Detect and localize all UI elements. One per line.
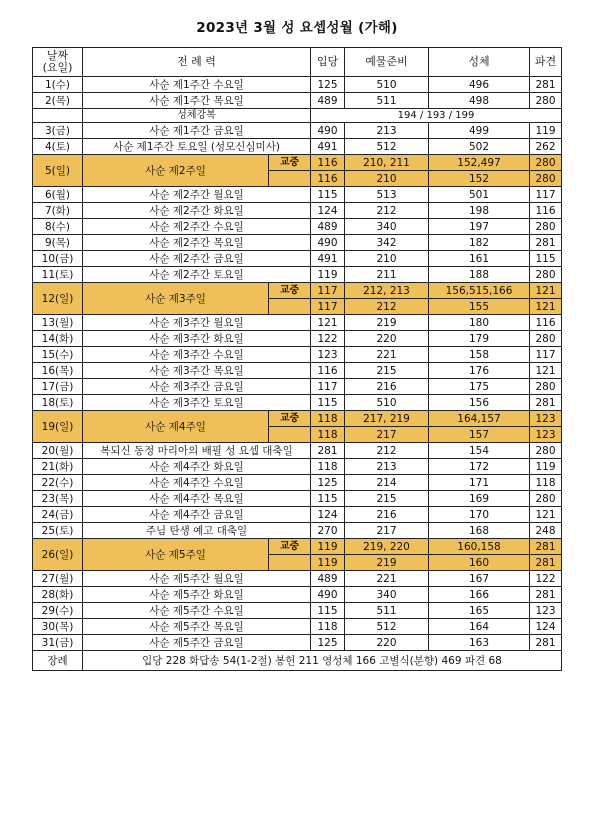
offertory-cell: 511: [345, 603, 429, 619]
communion-cell: 180: [429, 315, 530, 331]
offertory-cell: 512: [345, 619, 429, 635]
offertory-cell: 510: [345, 395, 429, 411]
dismissal-cell: 116: [530, 315, 562, 331]
date-cell: 12(일): [33, 283, 83, 315]
header-row: [33, 48, 562, 77]
benediction-label: 성체강복: [83, 109, 311, 123]
entrance-cell: 116: [311, 363, 345, 379]
offertory-cell: 220: [345, 331, 429, 347]
liturgy-cell: 사순 제4주일: [83, 411, 269, 443]
dismissal-cell: 123: [530, 427, 562, 443]
entrance-cell: 122: [311, 331, 345, 347]
offertory-cell: 215: [345, 363, 429, 379]
other-mass-tag: [269, 427, 311, 443]
communion-cell: 171: [429, 475, 530, 491]
communion-cell: 155: [429, 299, 530, 315]
offertory-cell: 340: [345, 219, 429, 235]
sunday-row: [33, 283, 562, 299]
dismissal-cell: 117: [530, 347, 562, 363]
entrance-cell: 119: [311, 267, 345, 283]
communion-cell: 172: [429, 459, 530, 475]
entrance-cell: 121: [311, 315, 345, 331]
liturgy-cell: 사순 제3주간 화요일: [83, 331, 311, 347]
offertory-cell: 213: [345, 459, 429, 475]
header-dismissal: 파견: [530, 48, 562, 77]
dismissal-cell: 280: [530, 331, 562, 347]
entrance-cell: 125: [311, 475, 345, 491]
table-row: [33, 635, 562, 651]
header-date: 날짜 (요일): [33, 48, 83, 77]
communion-cell: 154: [429, 443, 530, 459]
entrance-cell: 490: [311, 587, 345, 603]
date-cell: 25(토): [33, 523, 83, 539]
liturgy-cell: 주님 탄생 예고 대축일: [83, 523, 311, 539]
date-cell: 15(수): [33, 347, 83, 363]
table-row: [33, 603, 562, 619]
offertory-cell: 219: [345, 315, 429, 331]
table-row: [33, 475, 562, 491]
offertory-cell: 340: [345, 587, 429, 603]
dismissal-cell: 281: [530, 539, 562, 555]
offertory-cell: 215: [345, 491, 429, 507]
date-cell: 17(금): [33, 379, 83, 395]
liturgy-cell: 사순 제3주간 토요일: [83, 395, 311, 411]
liturgy-cell: 사순 제4주간 금요일: [83, 507, 311, 523]
communion-cell: 160,158: [429, 539, 530, 555]
offertory-cell: 221: [345, 571, 429, 587]
entrance-cell: 115: [311, 491, 345, 507]
table-row: [33, 93, 562, 109]
date-cell: 8(수): [33, 219, 83, 235]
dismissal-cell: 118: [530, 475, 562, 491]
liturgy-cell: 사순 제5주간 수요일: [83, 603, 311, 619]
offertory-cell: 214: [345, 475, 429, 491]
liturgy-cell: 사순 제3주간 금요일: [83, 379, 311, 395]
entrance-cell: 118: [311, 427, 345, 443]
liturgy-cell: 사순 제2주일: [83, 155, 269, 187]
liturgy-cell: 사순 제3주간 목요일: [83, 363, 311, 379]
communion-cell: 501: [429, 187, 530, 203]
communion-cell: 502: [429, 139, 530, 155]
liturgy-cell: 사순 제5주일: [83, 539, 269, 571]
offertory-cell: 210, 211: [345, 155, 429, 171]
dismissal-cell: 280: [530, 379, 562, 395]
liturgy-cell: 사순 제2주간 화요일: [83, 203, 311, 219]
offertory-cell: 219: [345, 555, 429, 571]
entrance-cell: 491: [311, 139, 345, 155]
offertory-cell: 212: [345, 299, 429, 315]
offertory-cell: 221: [345, 347, 429, 363]
date-cell: 24(금): [33, 507, 83, 523]
communion-cell: 168: [429, 523, 530, 539]
table-row: [33, 363, 562, 379]
entrance-cell: 117: [311, 379, 345, 395]
benediction-values: 194 / 193 / 199: [311, 109, 562, 123]
communion-cell: 198: [429, 203, 530, 219]
dismissal-cell: 119: [530, 459, 562, 475]
date-cell: 31(금): [33, 635, 83, 651]
entrance-cell: 490: [311, 235, 345, 251]
table-row: [33, 379, 562, 395]
dismissal-cell: 280: [530, 491, 562, 507]
offertory-cell: 342: [345, 235, 429, 251]
dismissal-cell: 281: [530, 555, 562, 571]
communion-cell: 166: [429, 587, 530, 603]
sunday-row: [33, 155, 562, 171]
dismissal-cell: 121: [530, 363, 562, 379]
offertory-cell: 217, 219: [345, 411, 429, 427]
date-cell: 26(일): [33, 539, 83, 571]
entrance-cell: 118: [311, 619, 345, 635]
communion-cell: 179: [429, 331, 530, 347]
communion-cell: 157: [429, 427, 530, 443]
entrance-cell: 124: [311, 507, 345, 523]
liturgy-cell: 사순 제4주간 화요일: [83, 459, 311, 475]
communion-cell: 163: [429, 635, 530, 651]
offertory-cell: 212: [345, 443, 429, 459]
date-cell: 23(목): [33, 491, 83, 507]
communion-cell: 164: [429, 619, 530, 635]
table-row: [33, 619, 562, 635]
dismissal-cell: 280: [530, 267, 562, 283]
offertory-cell: 216: [345, 507, 429, 523]
offertory-cell: 216: [345, 379, 429, 395]
offertory-cell: 212: [345, 203, 429, 219]
other-mass-tag: [269, 171, 311, 187]
communion-cell: 169: [429, 491, 530, 507]
date-cell: 6(월): [33, 187, 83, 203]
dismissal-cell: 115: [530, 251, 562, 267]
hymn-schedule-table: [32, 47, 562, 671]
communion-cell: 152,497: [429, 155, 530, 171]
liturgy-cell: 사순 제1주간 목요일: [83, 93, 311, 109]
dismissal-cell: 281: [530, 635, 562, 651]
header-offertory: 예물준비: [345, 48, 429, 77]
date-cell: 4(토): [33, 139, 83, 155]
sunday-row: [33, 411, 562, 427]
communion-cell: 499: [429, 123, 530, 139]
table-row: [33, 219, 562, 235]
date-cell: 3(금): [33, 123, 83, 139]
date-cell: 16(목): [33, 363, 83, 379]
table-row: [33, 571, 562, 587]
entrance-cell: 118: [311, 411, 345, 427]
communion-cell: 167: [429, 571, 530, 587]
communion-cell: 188: [429, 267, 530, 283]
entrance-cell: 115: [311, 395, 345, 411]
funeral-text: 입당 228 화답송 54(1-2절) 봉헌 211 영성체 166 고별식(분향) 469 파견 68: [83, 651, 562, 671]
entrance-cell: 116: [311, 171, 345, 187]
entrance-cell: 270: [311, 523, 345, 539]
communion-cell: 165: [429, 603, 530, 619]
header-liturgy: 전 례 력: [83, 48, 311, 77]
table-row: [33, 203, 562, 219]
table-row: [33, 139, 562, 155]
table-row: [33, 331, 562, 347]
dismissal-cell: 281: [530, 395, 562, 411]
offertory-cell: 512: [345, 139, 429, 155]
funeral-label: 장례: [33, 651, 83, 671]
table-row: [33, 77, 562, 93]
entrance-cell: 115: [311, 187, 345, 203]
date-cell: 5(일): [33, 155, 83, 187]
communion-cell: 170: [429, 507, 530, 523]
entrance-cell: 125: [311, 77, 345, 93]
date-cell: 2(목): [33, 93, 83, 109]
benediction-date-cell: [33, 109, 83, 123]
communion-cell: 156: [429, 395, 530, 411]
header-entrance: 입당: [311, 48, 345, 77]
offertory-cell: 220: [345, 635, 429, 651]
entrance-cell: 489: [311, 93, 345, 109]
entrance-cell: 116: [311, 155, 345, 171]
liturgy-cell: 복되신 동정 마리아의 배필 성 요셉 대축일: [83, 443, 311, 459]
communion-cell: 158: [429, 347, 530, 363]
table-row: [33, 491, 562, 507]
dismissal-cell: 281: [530, 235, 562, 251]
date-cell: 11(토): [33, 267, 83, 283]
entrance-cell: 117: [311, 299, 345, 315]
table-row: [33, 587, 562, 603]
main-mass-tag: 교중: [269, 539, 311, 555]
date-cell: 21(화): [33, 459, 83, 475]
other-mass-tag: [269, 555, 311, 571]
entrance-cell: 115: [311, 603, 345, 619]
entrance-cell: 119: [311, 555, 345, 571]
offertory-cell: 211: [345, 267, 429, 283]
date-cell: 13(월): [33, 315, 83, 331]
offertory-cell: 217: [345, 427, 429, 443]
offertory-cell: 212, 213: [345, 283, 429, 299]
table-row: [33, 395, 562, 411]
dismissal-cell: 121: [530, 507, 562, 523]
table-row: [33, 123, 562, 139]
communion-cell: 498: [429, 93, 530, 109]
table-row: [33, 235, 562, 251]
table-row: [33, 267, 562, 283]
dismissal-cell: 281: [530, 587, 562, 603]
communion-cell: 160: [429, 555, 530, 571]
funeral-row: [33, 651, 562, 671]
entrance-cell: 123: [311, 347, 345, 363]
entrance-cell: 489: [311, 219, 345, 235]
liturgy-cell: 사순 제4주간 목요일: [83, 491, 311, 507]
date-cell: 7(화): [33, 203, 83, 219]
dismissal-cell: 116: [530, 203, 562, 219]
offertory-cell: 213: [345, 123, 429, 139]
dismissal-cell: 117: [530, 187, 562, 203]
entrance-cell: 491: [311, 251, 345, 267]
table-row: [33, 315, 562, 331]
liturgy-cell: 사순 제2주간 금요일: [83, 251, 311, 267]
dismissal-cell: 280: [530, 219, 562, 235]
table-row: [33, 523, 562, 539]
dismissal-cell: 123: [530, 603, 562, 619]
page-title: 2023년 3월 성 요셉성월 (가해): [196, 20, 398, 36]
dismissal-cell: 248: [530, 523, 562, 539]
liturgy-cell: 사순 제3주간 수요일: [83, 347, 311, 363]
sunday-row: [33, 539, 562, 555]
dismissal-cell: 124: [530, 619, 562, 635]
main-mass-tag: 교중: [269, 411, 311, 427]
dismissal-cell: 262: [530, 139, 562, 155]
liturgy-cell: 사순 제2주간 수요일: [83, 219, 311, 235]
communion-cell: 152: [429, 171, 530, 187]
offertory-cell: 210: [345, 171, 429, 187]
table-row: [33, 507, 562, 523]
communion-cell: 175: [429, 379, 530, 395]
date-cell: 28(화): [33, 587, 83, 603]
date-cell: 9(목): [33, 235, 83, 251]
offertory-cell: 217: [345, 523, 429, 539]
offertory-cell: 511: [345, 93, 429, 109]
liturgy-cell: 사순 제5주간 목요일: [83, 619, 311, 635]
liturgy-cell: 사순 제5주간 화요일: [83, 587, 311, 603]
table-row: [33, 459, 562, 475]
table-row: [33, 443, 562, 459]
dismissal-cell: 280: [530, 93, 562, 109]
date-cell: 20(월): [33, 443, 83, 459]
communion-cell: 176: [429, 363, 530, 379]
liturgy-cell: 사순 제2주간 목요일: [83, 235, 311, 251]
liturgy-cell: 사순 제1주간 수요일: [83, 77, 311, 93]
date-cell: 30(목): [33, 619, 83, 635]
entrance-cell: 119: [311, 539, 345, 555]
liturgy-cell: 사순 제3주간 월요일: [83, 315, 311, 331]
communion-cell: 164,157: [429, 411, 530, 427]
date-cell: 19(일): [33, 411, 83, 443]
dismissal-cell: 121: [530, 283, 562, 299]
dismissal-cell: 123: [530, 411, 562, 427]
date-cell: 22(수): [33, 475, 83, 491]
table-row: [33, 347, 562, 363]
entrance-cell: 117: [311, 283, 345, 299]
date-cell: 14(화): [33, 331, 83, 347]
liturgy-cell: 사순 제5주간 금요일: [83, 635, 311, 651]
date-cell: 27(월): [33, 571, 83, 587]
dismissal-cell: 121: [530, 299, 562, 315]
communion-cell: 496: [429, 77, 530, 93]
communion-cell: 182: [429, 235, 530, 251]
entrance-cell: 489: [311, 571, 345, 587]
offertory-cell: 219, 220: [345, 539, 429, 555]
entrance-cell: 490: [311, 123, 345, 139]
liturgy-cell: 사순 제2주간 토요일: [83, 267, 311, 283]
date-cell: 18(토): [33, 395, 83, 411]
main-mass-tag: 교중: [269, 283, 311, 299]
date-cell: 1(수): [33, 77, 83, 93]
liturgy-cell: 사순 제1주간 토요일 (성모신심미사): [83, 139, 311, 155]
offertory-cell: 513: [345, 187, 429, 203]
communion-cell: 197: [429, 219, 530, 235]
communion-cell: 161: [429, 251, 530, 267]
benediction-row: [33, 109, 562, 123]
liturgy-cell: 사순 제2주간 월요일: [83, 187, 311, 203]
date-cell: 29(수): [33, 603, 83, 619]
communion-cell: 156,515,166: [429, 283, 530, 299]
dismissal-cell: 119: [530, 123, 562, 139]
dismissal-cell: 280: [530, 171, 562, 187]
dismissal-cell: 280: [530, 443, 562, 459]
entrance-cell: 118: [311, 459, 345, 475]
liturgy-cell: 사순 제1주간 금요일: [83, 123, 311, 139]
entrance-cell: 125: [311, 635, 345, 651]
entrance-cell: 281: [311, 443, 345, 459]
dismissal-cell: 280: [530, 155, 562, 171]
dismissal-cell: 281: [530, 77, 562, 93]
date-cell: 10(금): [33, 251, 83, 267]
other-mass-tag: [269, 299, 311, 315]
offertory-cell: 510: [345, 77, 429, 93]
header-communion: 성체: [429, 48, 530, 77]
liturgy-cell: 사순 제3주일: [83, 283, 269, 315]
liturgy-cell: 사순 제4주간 수요일: [83, 475, 311, 491]
dismissal-cell: 122: [530, 571, 562, 587]
liturgy-cell: 사순 제5주간 월요일: [83, 571, 311, 587]
main-mass-tag: 교중: [269, 155, 311, 171]
offertory-cell: 210: [345, 251, 429, 267]
table-row: [33, 187, 562, 203]
entrance-cell: 124: [311, 203, 345, 219]
table-row: [33, 251, 562, 267]
